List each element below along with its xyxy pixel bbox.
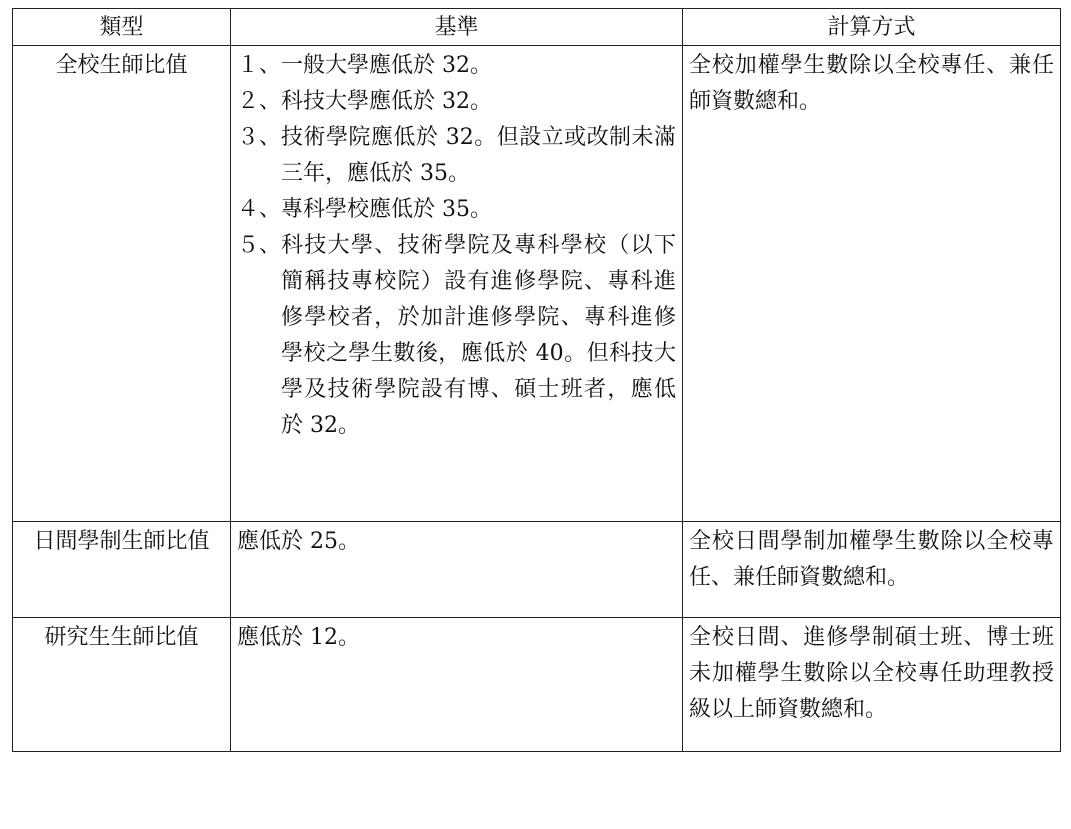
row-criteria-cell xyxy=(231,46,683,522)
header-row xyxy=(13,9,1061,46)
row-criteria-cell: 應低於 12。 xyxy=(231,618,683,752)
row-method-cell: 全校日間學制加權學生數除以全校專任、兼任師資數總和。 xyxy=(683,522,1061,618)
criteria-item xyxy=(237,228,676,444)
criteria-item-text: 專科學校應低於 35。 xyxy=(281,197,493,222)
criteria-item-text: 一般大學應低於 32。 xyxy=(281,53,493,78)
table-body xyxy=(13,46,1061,752)
criteria-item xyxy=(237,48,676,84)
criteria-item xyxy=(237,120,676,192)
criteria-list xyxy=(237,48,676,444)
row-type-cell: 研究生生師比值 xyxy=(13,618,231,752)
criteria-item-number: １、 xyxy=(237,53,282,78)
row-method-cell: 全校日間、進修學制碩士班、博士班未加權學生數除以全校專任助理教授級以上師資數總和。 xyxy=(683,618,1061,752)
criteria-item-number: ５、 xyxy=(237,233,282,258)
criteria-item-text: 技術學院應低於 32。但設立或改制未滿三年，應低於 35。 xyxy=(281,125,676,186)
header-method: 計算方式 xyxy=(683,9,1061,46)
header-criteria: 基準 xyxy=(231,9,683,46)
row-method-cell: 全校加權學生數除以全校專任、兼任師資數總和。 xyxy=(683,46,1061,522)
criteria-item xyxy=(237,84,676,120)
criteria-item-text: 科技大學、技術學院及專科學校（以下簡稱技專校院）設有進修學院、專科進修學校者，於加計進修學院、專科進修學校之學生數後，應低於 40。但科技大學及技術學院設有博、碩士班者，應低於 32。 xyxy=(281,233,676,438)
row-criteria-cell: 應低於 25。 xyxy=(231,522,683,618)
header-type: 類型 xyxy=(13,9,231,46)
table-row xyxy=(13,522,1061,618)
criteria-item-number: ４、 xyxy=(237,197,282,222)
criteria-item-number: ２、 xyxy=(237,89,282,114)
criteria-item-text: 科技大學應低於 32。 xyxy=(281,89,493,114)
criteria-item xyxy=(237,192,676,228)
table-row xyxy=(13,46,1061,522)
criteria-item-number: ３、 xyxy=(237,125,282,150)
row-type-cell: 日間學制生師比值 xyxy=(13,522,231,618)
table-header xyxy=(13,9,1061,46)
row-type-cell: 全校生師比值 xyxy=(13,46,231,522)
student-teacher-ratio-table xyxy=(12,8,1061,752)
table-row xyxy=(13,618,1061,752)
